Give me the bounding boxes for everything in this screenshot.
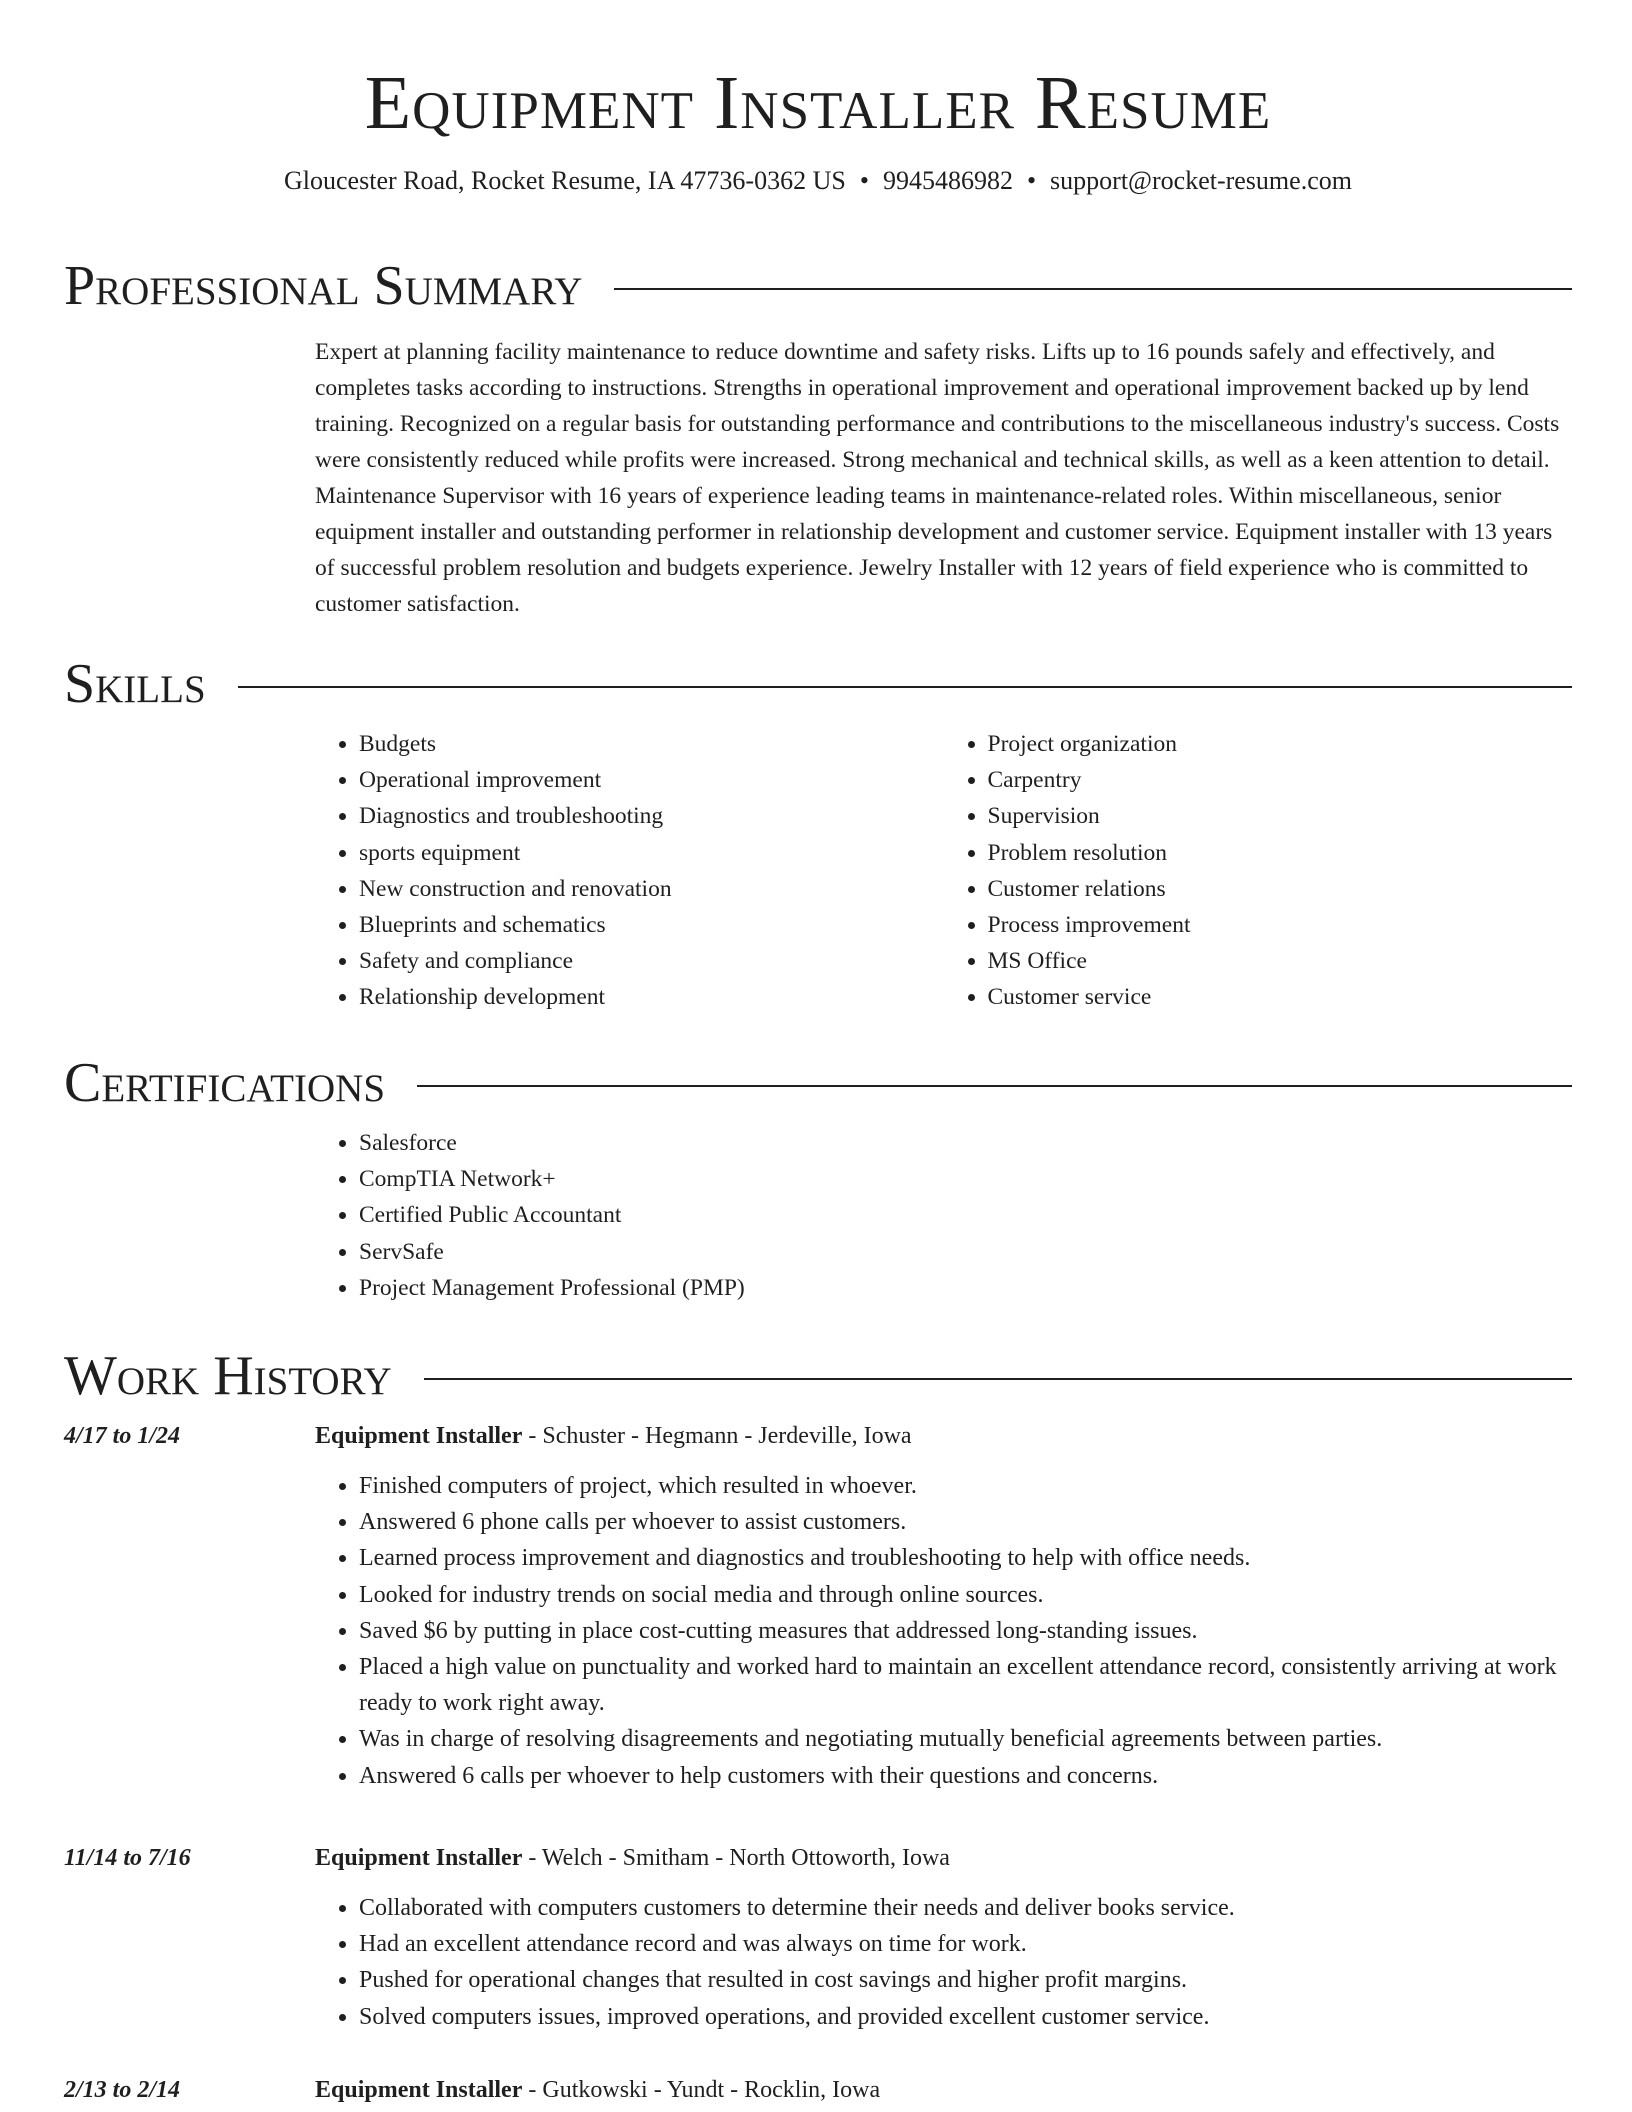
skills-heading	[64, 653, 1572, 715]
skills-section	[64, 653, 1572, 1016]
list-item: • Budgets	[359, 726, 944, 762]
job-details	[315, 1418, 1572, 1794]
section-divider	[424, 1378, 1572, 1380]
list-item: • Relationship development	[359, 979, 944, 1015]
job-bullets	[315, 1468, 1572, 1794]
list-item: • Salesforce	[359, 1125, 1572, 1161]
job-role: Equipment Installer	[315, 1423, 523, 1449]
job-header	[315, 1840, 1572, 1876]
summary-section	[64, 255, 1572, 622]
certifications-heading-text: Certifications	[64, 1052, 386, 1114]
contact-separator: •	[1026, 165, 1037, 195]
list-item: • Blueprints and schematics	[359, 907, 944, 943]
list-item: • Operational improvement	[359, 762, 944, 798]
list-item: • Project organization	[988, 726, 1573, 762]
list-item: • CompTIA Network+	[359, 1161, 1572, 1197]
list-item: • Carpentry	[988, 762, 1573, 798]
summary-text: Expert at planning facility maintenance to reduce downtime and safety risks. Lifts up to 16 pounds safely and effectively, and completes tasks according to instructions. Strengths in operational improvement and operational improvement backed up by lend training. Recognized on a regular basis for outstanding performance and contributions to the miscellaneous industry's success. Costs were consistently reduced while profits were increased. Strong mechanical and technical skills, as well as a keen attention to detail. Maintenance Supervisor with 16 years of experience leading teams in maintenance-related roles. Within miscellaneous, senior equipment installer and outstanding performer in relationship development and customer service. Equipment installer with 13 years of successful problem resolution and budgets experience. Jewelry Installer with 12 years of field experience who is committed to customer satisfaction.	[315, 339, 1560, 617]
list-item: • Pushed for operational changes that resulted in cost savings and higher profit margins.	[359, 1962, 1572, 1998]
job-dates: 11/14 to 7/16	[64, 1845, 191, 1871]
skills-columns	[315, 726, 1572, 1016]
job-entry	[64, 2072, 1572, 2108]
certifications-body	[315, 1125, 1572, 1306]
list-item: • Answered 6 calls per whoever to help customers with their questions and concerns.	[359, 1758, 1572, 1794]
summary-heading-text: Professional Summary	[64, 255, 583, 317]
list-item: • Customer service	[988, 979, 1573, 1015]
job-header	[315, 2072, 1572, 2108]
list-item: • Customer relations	[988, 871, 1573, 907]
certifications-list	[315, 1125, 1572, 1306]
job-role: Equipment Installer	[315, 2077, 523, 2103]
contact-line	[64, 164, 1572, 198]
list-item: • Problem resolution	[988, 835, 1573, 871]
contact-address: Gloucester Road, Rocket Resume, IA 47736-0362 US	[284, 165, 846, 195]
job-entry	[64, 1418, 1572, 1794]
list-item: • Process improvement	[988, 907, 1573, 943]
skills-list-right	[944, 726, 1573, 1016]
list-item: • Certified Public Accountant	[359, 1197, 1572, 1233]
list-item: • Learned process improvement and diagnostics and troubleshooting to help with office needs.	[359, 1540, 1572, 1576]
job-role: Equipment Installer	[315, 1845, 523, 1871]
contact-separator: •	[859, 165, 869, 195]
job-details	[315, 1840, 1572, 2035]
summary-heading	[64, 255, 1572, 317]
job-details	[315, 2072, 1572, 2108]
job-dates: 4/17 to 1/24	[64, 1423, 181, 1449]
section-divider	[614, 288, 1572, 290]
job-header	[315, 1418, 1572, 1454]
list-item: • sports equipment	[359, 835, 944, 871]
job-employer: - Welch - Smitham - North Ottoworth, Iowa	[522, 1845, 950, 1871]
list-item: • Safety and compliance	[359, 943, 944, 979]
list-item: • Looked for industry trends on social media and through online sources.	[359, 1577, 1572, 1613]
list-item: • Collaborated with computers customers to determine their needs and deliver books service.	[359, 1890, 1572, 1926]
list-item: • Solved computers issues, improved operations, and provided excellent customer service.	[359, 1999, 1572, 2035]
list-item: • ServSafe	[359, 1234, 1572, 1270]
list-item: • Was in charge of resolving disagreements and negotiating mutually beneficial agreements between parties.	[359, 1721, 1572, 1757]
work-history-heading-text: Work History	[64, 1345, 392, 1407]
job-employer: - Schuster - Hegmann - Jerdeville, Iowa	[522, 1423, 912, 1449]
list-item: • Saved $6 by putting in place cost-cutting measures that addressed long-standing issues.	[359, 1613, 1572, 1649]
section-divider	[238, 686, 1572, 688]
job-entry	[64, 1840, 1572, 2035]
certifications-section	[64, 1052, 1572, 1306]
job-employer: - Gutkowski - Yundt - Rocklin, Iowa	[522, 2077, 881, 2103]
contact-email[interactable]: support@rocket-resume.com	[1050, 165, 1352, 195]
list-item: • Project Management Professional (PMP)	[359, 1270, 1572, 1306]
list-item: • Finished computers of project, which resulted in whoever.	[359, 1468, 1572, 1504]
certifications-heading	[64, 1052, 1572, 1114]
work-history-heading	[64, 1345, 1572, 1407]
job-dates: 2/13 to 2/14	[64, 2077, 181, 2103]
list-item: • MS Office	[988, 943, 1573, 979]
work-history-section	[64, 1345, 1572, 1794]
list-item: • Placed a high value on punctuality and worked hard to maintain an excellent attendance record, consistently arriving at work ready to work right away.	[359, 1649, 1572, 1721]
list-item: • Supervision	[988, 798, 1573, 834]
list-item: • New construction and renovation	[359, 871, 944, 907]
resume-title: Equipment Installer Resume	[364, 61, 1272, 145]
resume-page	[64, 0, 1572, 2103]
skills-list-left	[315, 726, 944, 1016]
summary-body	[315, 334, 1572, 622]
list-item: • Diagnostics and troubleshooting	[359, 798, 944, 834]
skills-body	[315, 726, 1572, 1016]
skills-heading-text: Skills	[64, 653, 206, 715]
contact-phone: 9945486982	[882, 165, 1013, 195]
job-bullets	[315, 1890, 1572, 2035]
list-item: • Had an excellent attendance record and was always on time for work.	[359, 1926, 1572, 1962]
list-item: • Answered 6 phone calls per whoever to assist customers.	[359, 1504, 1572, 1540]
section-divider	[417, 1085, 1572, 1087]
